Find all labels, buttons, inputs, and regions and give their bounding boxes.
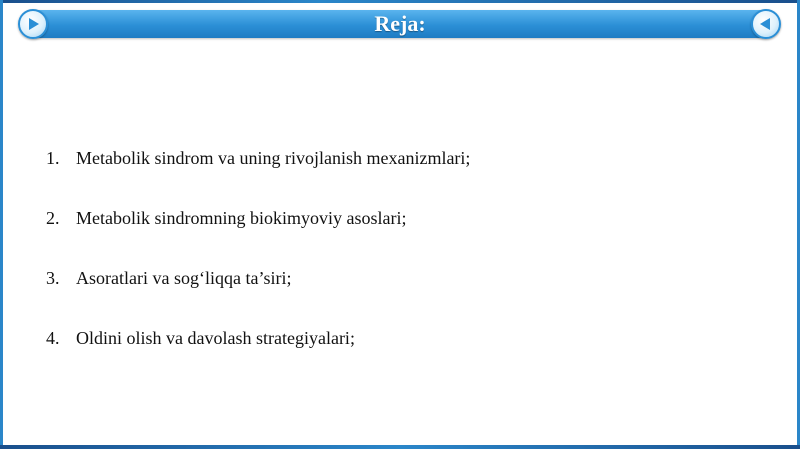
list-item: [46, 266, 470, 326]
frame-top-border: [0, 0, 800, 3]
list-item-text: Metabolik sindromning biokimyoviy asoslari;: [76, 208, 407, 228]
play-left-icon: [758, 16, 774, 32]
frame-bottom-border: [0, 445, 800, 449]
list-item: [46, 206, 470, 266]
list-item: [46, 146, 470, 206]
list-item-number: 1.: [46, 148, 60, 168]
list-item-text: Oldini olish va davolash strategiyalari;: [76, 328, 355, 348]
frame-left-border: [0, 0, 3, 449]
plan-list: [46, 146, 470, 386]
nav-forward-button[interactable]: [18, 9, 48, 39]
list-item-text: Metabolik sindrom va uning rivojlanish mexanizmlari;: [76, 148, 471, 168]
slide-title: Reja:: [374, 11, 426, 36]
list-item-number: 4.: [46, 328, 60, 348]
list-item: [46, 326, 470, 386]
list-item-number: 2.: [46, 208, 60, 228]
list-item-number: 3.: [46, 268, 60, 288]
list-item-text: Asoratlari va sog‘liqqa ta’siri;: [76, 268, 292, 288]
header-bar: [20, 10, 780, 38]
nav-back-button[interactable]: [751, 9, 781, 39]
play-right-icon: [25, 16, 41, 32]
